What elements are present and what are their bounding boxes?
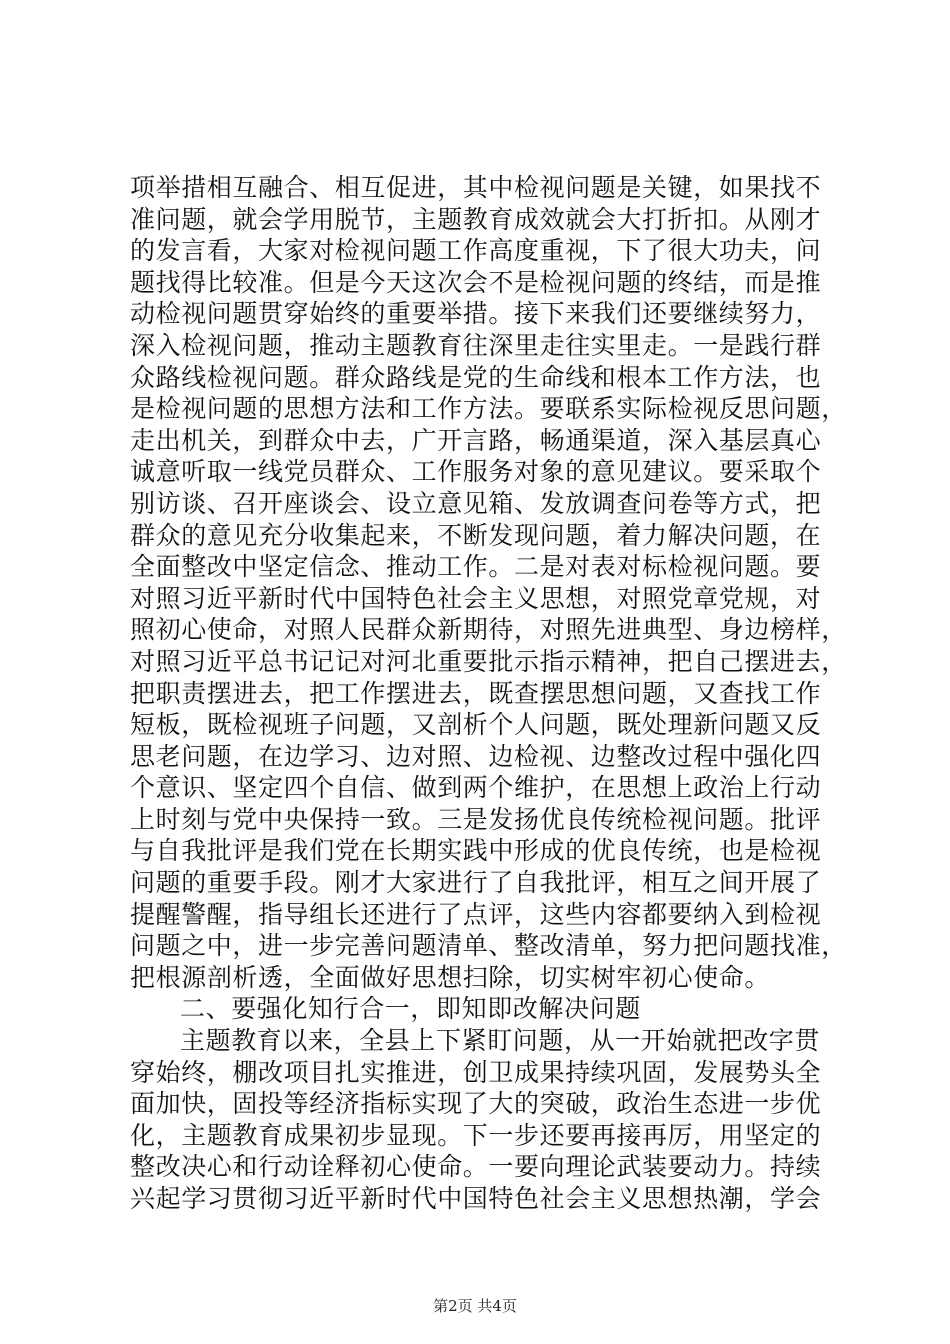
document-body [130, 172, 850, 1215]
text-line: 问题的重要手段。刚才大家进行了自我批评，相互之间开展了 [130, 868, 822, 898]
text-line: 主题教育以来，全县上下紧盯问题，从一开始就把改字贯 [180, 1026, 821, 1056]
text-line: 群众的意见充分收集起来，不断发现问题，着力解决问题，在 [130, 520, 822, 550]
text-line: 动检视问题贯穿始终的重要举措。接下来我们还要继续努力， [130, 299, 822, 329]
text-line: 全面整改中坚定信念、推动工作。二是对表对标检视问题。要 [130, 552, 822, 582]
text-line: 深入检视问题，推动主题教育往深里走往实里走。一是践行群 [130, 330, 822, 360]
text-line: 与自我批评是我们党在长期实践中形成的优良传统，也是检视 [130, 836, 822, 866]
text-line: 是检视问题的思想方法和工作方法。要联系实际检视反思问题， [130, 394, 847, 424]
text-line: 短板，既检视班子问题，又剖析个人问题，既处理新问题又反 [130, 710, 822, 740]
text-line: 面加快，固投等经济指标实现了大的突破，政治生态进一步优 [130, 1089, 822, 1119]
text-line: 项举措相互融合、相互促进，其中检视问题是关键，如果找不 [130, 173, 822, 202]
text-line: 对照习近平新时代中国特色社会主义思想，对照党章党规，对 [130, 583, 822, 613]
text-line: 个意识、坚定四个自信、做到两个维护，在思想上政治上行动 [130, 773, 822, 803]
text-line: 把根源剖析透，全面做好思想扫除，切实树牢初心使命。 [130, 962, 771, 992]
text-line: 兴起学习贯彻习近平新时代中国特色社会主义思想热潮，学会 [130, 1184, 822, 1213]
text-line: 上时刻与党中央保持一致。三是发扬优良传统检视问题。批评 [130, 804, 822, 834]
text-line: 对照习近平总书记记对河北重要批示指示精神，把自己摆进去， [130, 646, 847, 676]
text-line: 提醒警醒，指导组长还进行了点评，这些内容都要纳入到检视 [130, 899, 822, 929]
text-line: 整改决心和行动诠释初心使命。一要向理论武装要动力。持续 [130, 1152, 822, 1182]
text-line: 问题之中，进一步完善问题清单、整改清单，努力把问题找准， [130, 931, 847, 961]
text-line: 二、要强化知行合一，即知即改解决问题 [180, 994, 641, 1024]
text-line: 走出机关，到群众中去，广开言路，畅通渠道，深入基层真心 [130, 425, 822, 455]
text-line: 思老问题，在边学习、边对照、边检视、边整改过程中强化四 [130, 741, 822, 771]
text-line: 题找得比较准。但是今天这次会不是检视问题的终结，而是推 [130, 267, 822, 297]
text-line: 准问题，就会学用脱节，主题教育成效就会大打折扣。从刚才 [130, 204, 822, 234]
text-line: 穿始终，棚改项目扎实推进，创卫成果持续巩固，发展势头全 [130, 1057, 822, 1087]
text-line: 众路线检视问题。群众路线是党的生命线和根本工作方法，也 [130, 362, 822, 392]
text-line: 把职责摆进去，把工作摆进去，既查摆思想问题，又查找工作 [130, 678, 822, 708]
text-line: 别访谈、召开座谈会、设立意见箱、发放调查问卷等方式，把 [130, 488, 822, 518]
page-footer: 第2页 共4页 [433, 1297, 517, 1315]
text-line: 照初心使命，对照人民群众新期待，对照先进典型、身边榜样， [130, 615, 847, 645]
text-line: 的发言看，大家对检视问题工作高度重视，下了很大功夫，问 [130, 236, 822, 266]
text-line: 诚意听取一线党员群众、工作服务对象的意见建议。要采取个 [130, 457, 822, 487]
text-line: 化，主题教育成果初步显现。下一步还要再接再厉，用坚定的 [130, 1120, 822, 1150]
